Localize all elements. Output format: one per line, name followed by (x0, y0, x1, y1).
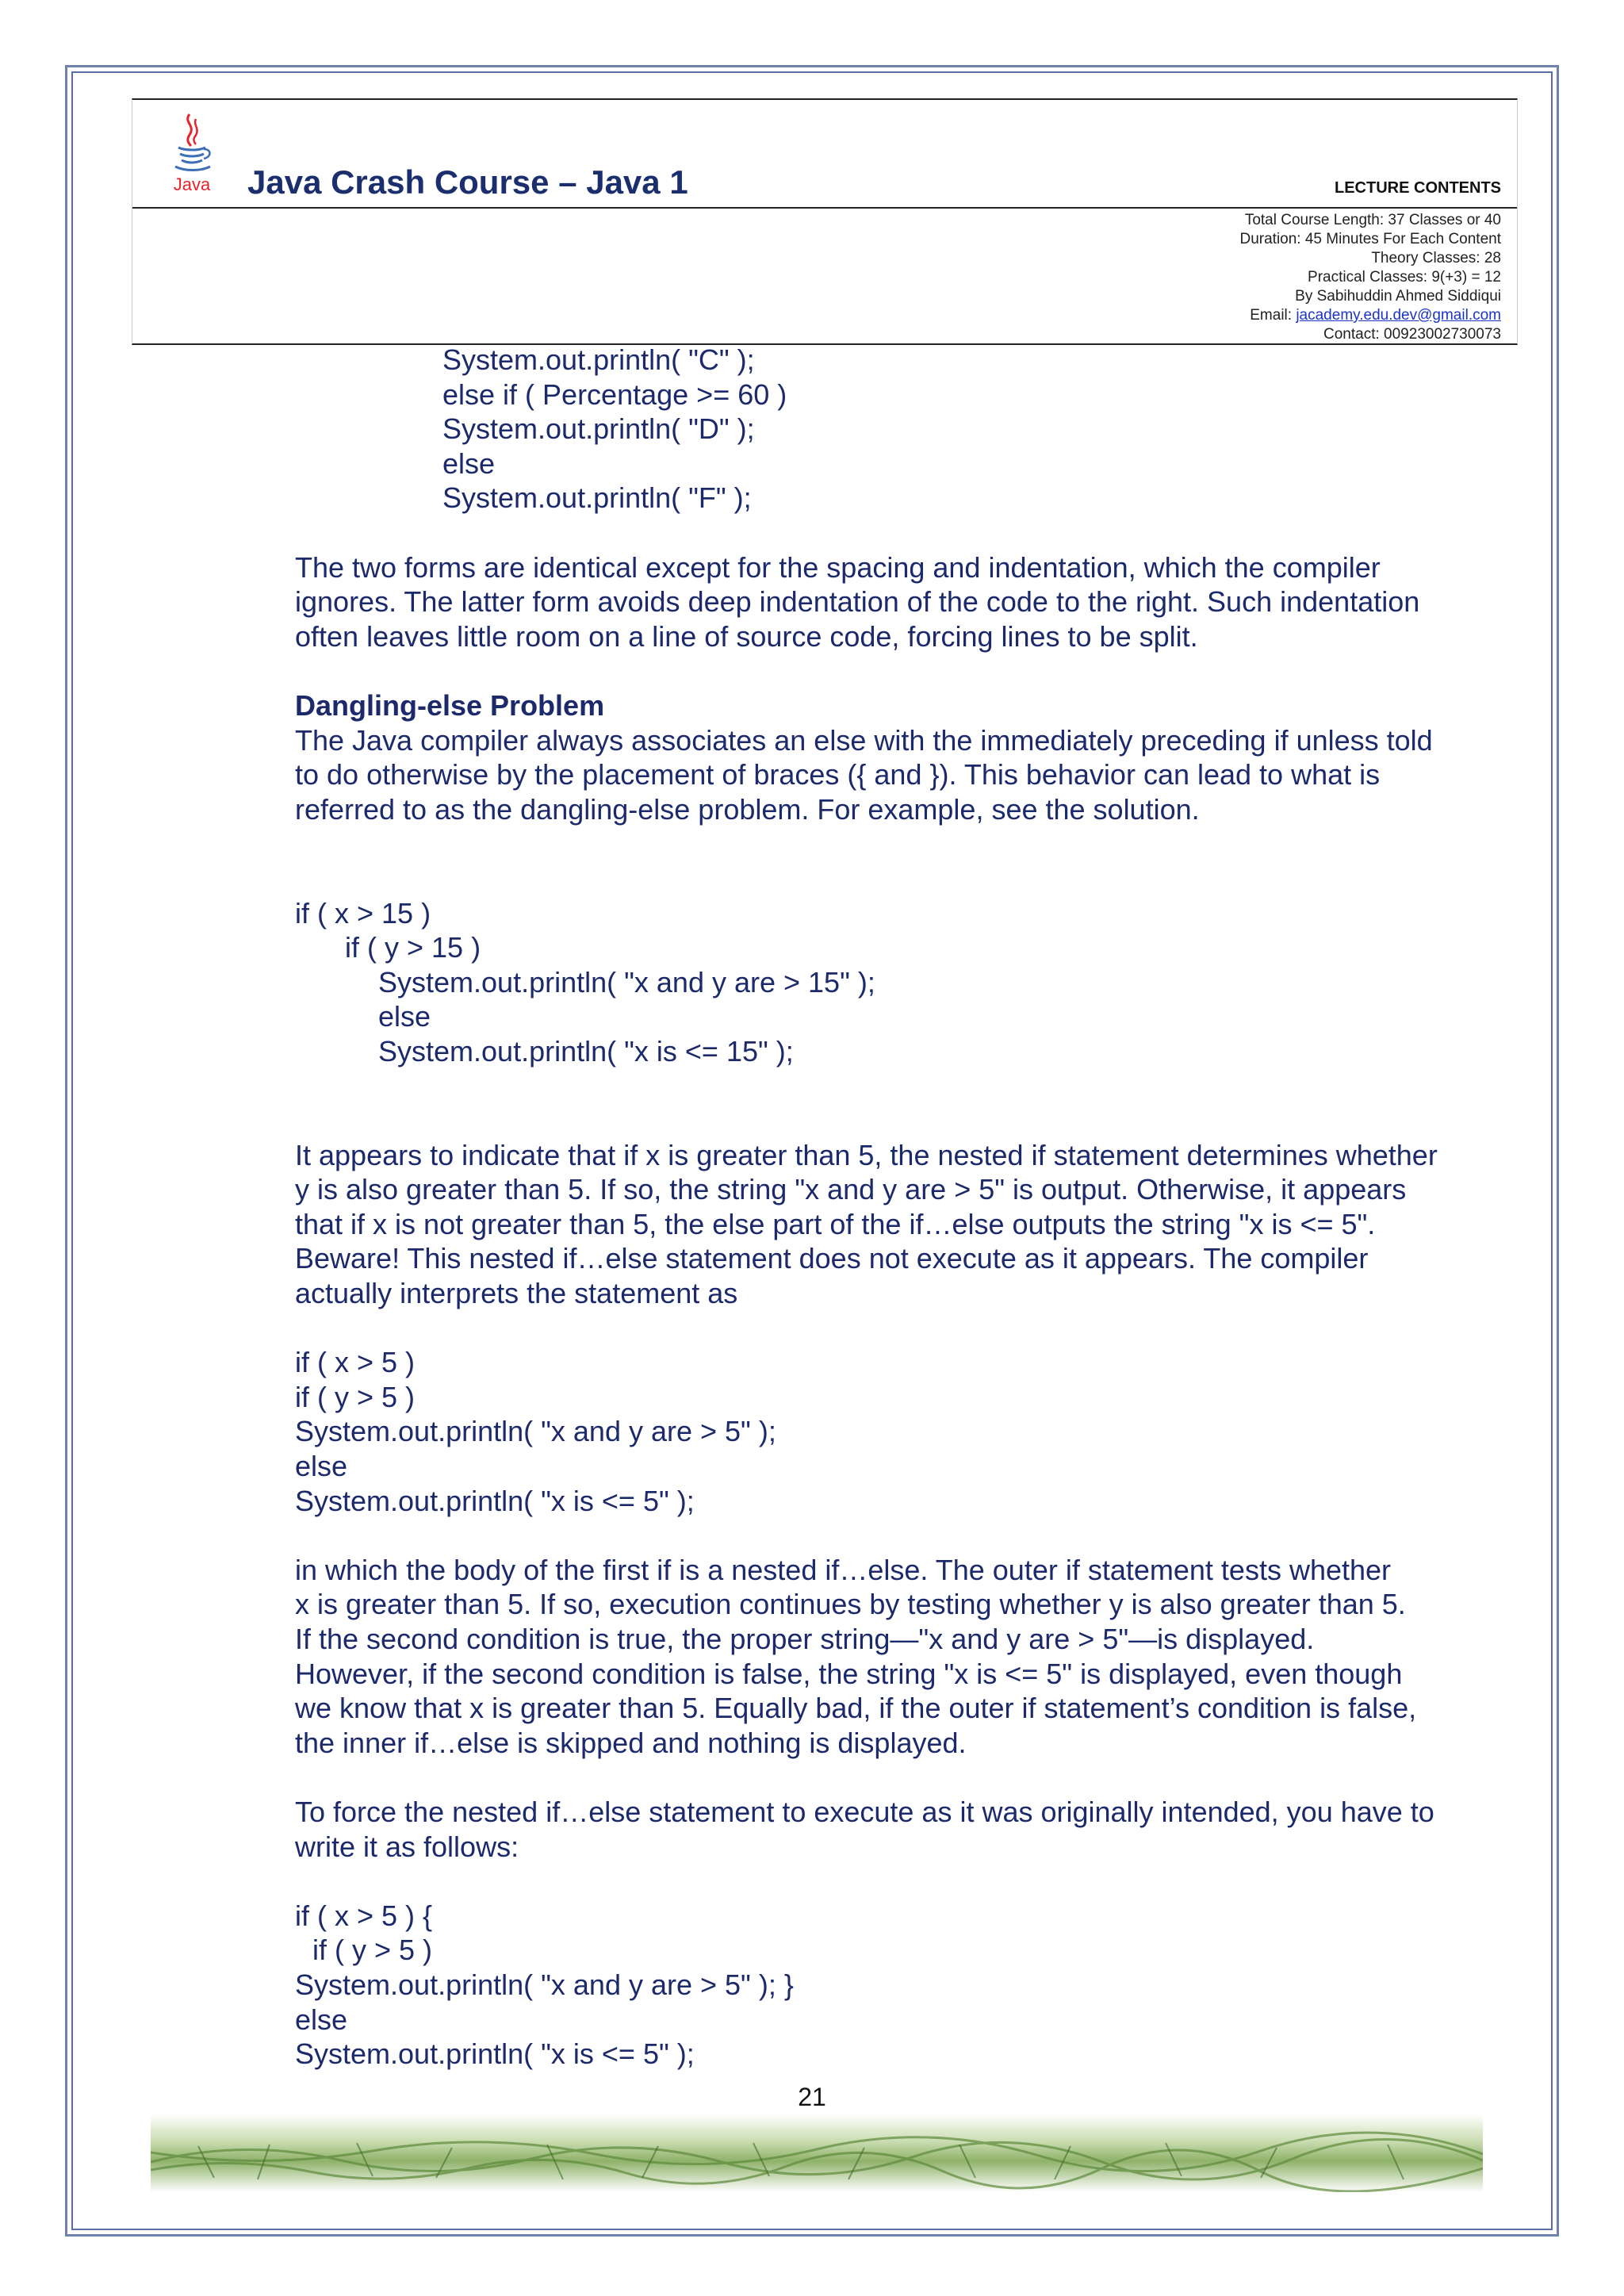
code-line: System.out.println( "x is <= 15" ); (378, 1034, 794, 1068)
paragraph-line: in which the body of the first if is a nested if…else. The outer if statement tests whether (295, 1553, 1392, 1586)
paragraph-line: to do otherwise by the placement of braces ({ and }). This behavior can lead to what is (295, 758, 1381, 792)
paragraph-line: However, if the second condition is false, the string "x is <= 5" is displayed, even though (295, 1657, 1403, 1690)
code-line: else (295, 2003, 348, 2036)
paragraph-line: referred to as the dangling-else problem. For example, see the solution. (295, 792, 1200, 826)
code-line: if ( x > 15 ) (295, 896, 431, 930)
email-link[interactable]: jacademy.edu.dev@gmail.com (1296, 307, 1501, 324)
code-line: if ( y > 5 ) (312, 1934, 433, 1967)
course-title: Java Crash Course – Java 1 (247, 163, 688, 201)
paragraph-line: The two forms are identical except for the spacing and indentation, which the compiler (295, 550, 1381, 584)
code-line: else (442, 447, 496, 480)
paragraph-line: write it as follows: (295, 1830, 519, 1863)
code-line: else (295, 1450, 348, 1482)
paragraph-line: x is greater than 5. If so, execution continues by testing whether y is also greater than 5. (295, 1588, 1406, 1621)
info-practical-classes: Practical Classes: 9(+3) = 12 (1308, 269, 1501, 286)
paragraph-line: y is also greater than 5. If so, the string "x and y are > 5" is output. Otherwise, it appears (295, 1173, 1407, 1206)
info-author: By Sabihuddin Ahmed Siddiqui (1295, 288, 1501, 305)
code-line: if ( x > 5 ) { (295, 1899, 433, 1932)
paragraph-line: The Java compiler always associates an else with the immediately preceding if unless told (295, 723, 1433, 757)
code-line: System.out.println( "C" ); (442, 343, 755, 376)
lecture-contents-label: LECTURE CONTENTS (1335, 179, 1501, 197)
paragraph-line: ignores. The latter form avoids deep indentation of the code to the right. Such indentation (295, 585, 1420, 619)
page-header (132, 98, 1518, 345)
info-theory-classes: Theory Classes: 28 (1371, 250, 1501, 266)
course-info (1239, 211, 1501, 344)
code-line: if ( x > 5 ) (295, 1346, 416, 1379)
code-line: System.out.println( "x is <= 5" ); (295, 2037, 695, 2071)
paragraph-line: If the second condition is true, the proper string—"x and y are > 5"—is displayed. (295, 1622, 1315, 1655)
paragraph-line: the inner if…else is skipped and nothing is displayed. (295, 1726, 967, 1759)
java-logo-icon (169, 111, 215, 194)
code-line: System.out.println( "D" ); (442, 412, 755, 446)
code-line: else (378, 1000, 431, 1033)
paragraph-line: Beware! This nested if…else statement does not execute as it appears. The compiler (295, 1242, 1369, 1275)
section-heading: Dangling-else Problem (295, 688, 605, 722)
info-course-length: Total Course Length: 37 Classes or 40 (1244, 212, 1501, 228)
paragraph-line: we know that x is greater than 5. Equally bad, if the outer if statement’s condition is false, (295, 1692, 1417, 1725)
code-line: System.out.println( "x and y are > 5" ); (295, 1415, 776, 1448)
paragraph-line: often leaves little room on a line of source code, forcing lines to be split. (295, 619, 1198, 653)
code-line: if ( y > 15 ) (345, 931, 481, 964)
code-line: if ( y > 5 ) (295, 1380, 416, 1413)
footer-grass-decoration (151, 2114, 1483, 2192)
logo-text: Java (173, 174, 211, 194)
code-line: System.out.println( "F" ); (442, 481, 752, 515)
code-line: System.out.println( "x and y are > 5" ); } (295, 1968, 794, 2001)
paragraph-line: actually interprets the statement as (295, 1277, 738, 1310)
info-duration: Duration: 45 Minutes For Each Content (1239, 231, 1501, 247)
email-label: Email: (1250, 307, 1297, 324)
page-content (295, 343, 1516, 2072)
page-number: 21 (798, 2083, 826, 2111)
info-email (1239, 306, 1501, 325)
code-line: System.out.println( "x is <= 5" ); (295, 1484, 695, 1517)
paragraph-line: It appears to indicate that if x is greater than 5, the nested if statement determines whether (295, 1138, 1438, 1171)
info-contact: Contact: 00923002730073 (1323, 326, 1501, 343)
paragraph-line: that if x is not greater than 5, the else part of the if…else outputs the string "x is <= 5". (295, 1207, 1376, 1240)
header-divider (132, 207, 1517, 209)
code-line: else if ( Percentage >= 60 ) (442, 378, 787, 411)
paragraph-line: To force the nested if…else statement to execute as it was originally intended, you have to (295, 1795, 1434, 1828)
code-line: System.out.println( "x and y are > 15" ); (378, 965, 875, 999)
